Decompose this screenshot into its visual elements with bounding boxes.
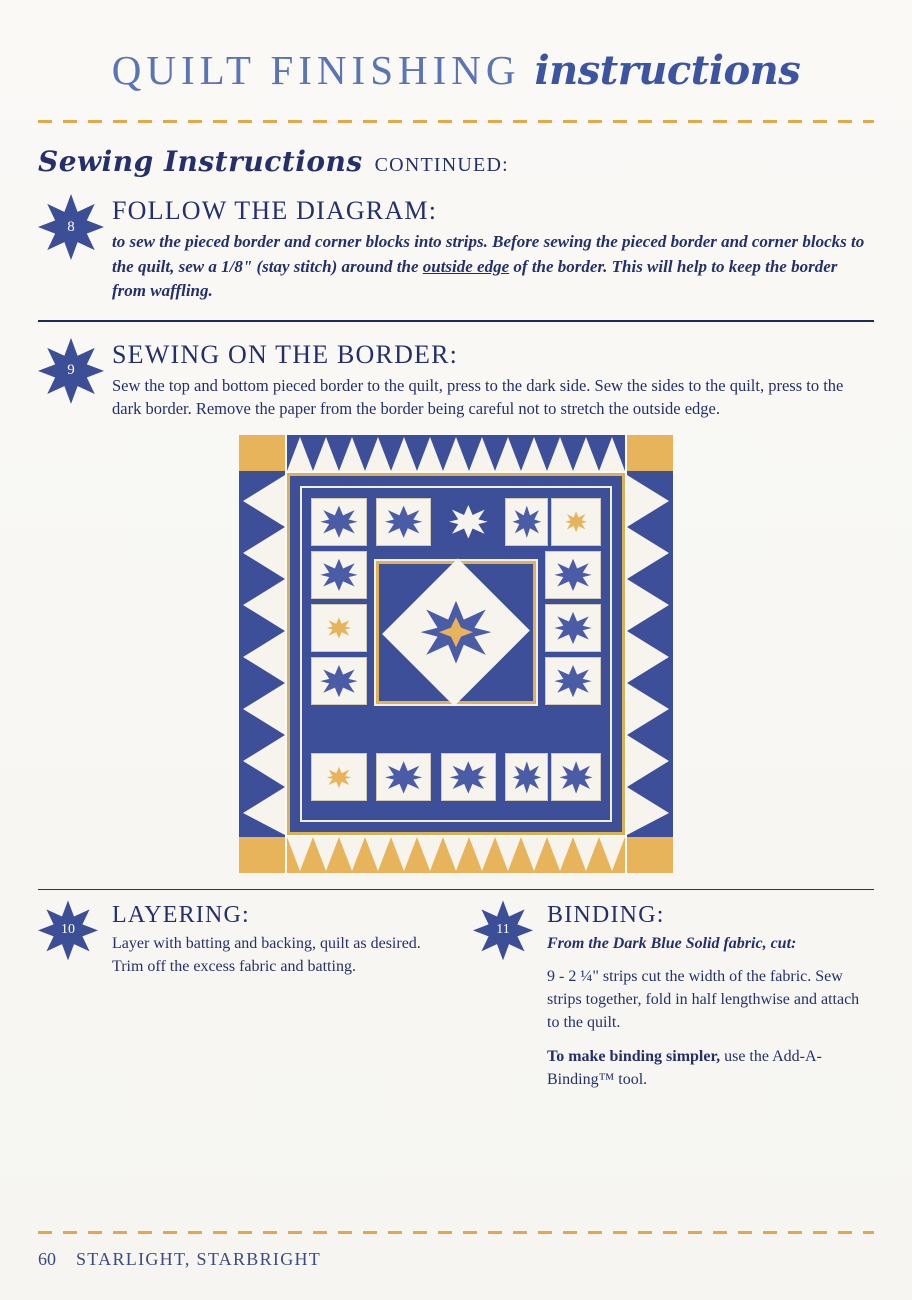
step-10-text: Layer with batting and backing, quilt as desired. Trim off the excess fabric and batting. bbox=[112, 935, 421, 976]
sawtooth-bottom bbox=[287, 837, 625, 873]
quilt-center-medallion bbox=[376, 561, 536, 704]
step-11-paragraph-2 bbox=[547, 1046, 874, 1091]
quilt-block bbox=[311, 753, 366, 801]
quilt-figure bbox=[38, 435, 874, 873]
quilt-block bbox=[505, 498, 548, 546]
step-9-text: Sew the top and bottom pieced border to the quilt, press to the dark side. Sew the sides to the quilt, press to the dark border. Remove the paper from the border being careful not to stretch the outside edge. bbox=[112, 375, 844, 419]
quilt-corner-block bbox=[627, 435, 673, 471]
step-8-text bbox=[112, 230, 874, 304]
quilt-border-left bbox=[239, 435, 285, 873]
quilt-block bbox=[551, 753, 600, 801]
quilt-block bbox=[376, 753, 431, 801]
divider-solid-2 bbox=[38, 889, 874, 891]
step-8 bbox=[38, 192, 874, 304]
quilt-block bbox=[311, 498, 366, 546]
page-title bbox=[38, 0, 874, 94]
quilt-block bbox=[545, 551, 600, 599]
star-badge-8 bbox=[38, 194, 112, 258]
sawtooth-top bbox=[287, 435, 625, 471]
section-subheading bbox=[38, 145, 874, 178]
star-badge-10 bbox=[38, 900, 112, 964]
step-8-text-underlined: outside edge bbox=[422, 256, 510, 276]
step-11-title: BINDING: bbox=[547, 902, 665, 929]
step-number-10: 10 bbox=[61, 922, 75, 938]
quilt-center-field bbox=[287, 473, 625, 835]
step-9 bbox=[38, 336, 874, 421]
footer-page-number: 60 bbox=[38, 1249, 56, 1269]
quilt-corner-block bbox=[239, 435, 285, 471]
quilt-block bbox=[551, 498, 600, 546]
step-8-text-after: of the border. This will help to keep the border from waffling. bbox=[112, 256, 838, 301]
step-11-paragraph-2-bold: To make binding simpler, bbox=[547, 1048, 721, 1066]
step-11-paragraph-1: 9 - 2 ¼" strips cut the width of the fabric. Sew strips together, fold in half lengthwise and attach to the quilt. bbox=[547, 968, 860, 1031]
page-title-main: QUILT FINISHING bbox=[111, 47, 521, 93]
step-number-8: 8 bbox=[67, 218, 75, 235]
footer-book-title: STARLIGHT, STARBRIGHT bbox=[76, 1249, 322, 1269]
step-11 bbox=[473, 898, 874, 1091]
quilt-block bbox=[545, 604, 600, 652]
quilt-block bbox=[376, 498, 431, 546]
quilt-block bbox=[505, 753, 548, 801]
step-9-title: SEWING ON THE BORDER: bbox=[112, 339, 459, 369]
quilt-block bbox=[545, 657, 600, 705]
step-number-11: 11 bbox=[496, 922, 510, 938]
quilt-corner-block bbox=[627, 837, 673, 873]
divider-dashed-bottom bbox=[38, 1231, 874, 1234]
step-11-paragraph-2-rest: use the Add-A-Binding™ tool. bbox=[547, 1048, 822, 1088]
star-badge-9 bbox=[38, 338, 112, 402]
step-11-accent: From the Dark Blue Solid fabric, cut: bbox=[547, 935, 797, 953]
subheading-continued: CONTINUED: bbox=[374, 154, 509, 176]
quilt-layout-diagram bbox=[239, 435, 673, 873]
subheading-script: Sewing Instructions bbox=[38, 145, 363, 178]
quilt-block bbox=[441, 753, 496, 801]
quilt-border-right bbox=[627, 435, 673, 873]
quilt-block bbox=[311, 551, 366, 599]
step-10 bbox=[38, 898, 439, 1091]
step-8-title: FOLLOW THE DIAGRAM: bbox=[112, 196, 438, 225]
quilt-block bbox=[441, 498, 496, 546]
step-number-9: 9 bbox=[67, 362, 75, 379]
page-title-script: instructions bbox=[534, 47, 801, 94]
step-10-title: LAYERING: bbox=[112, 902, 250, 929]
quilt-inner-frame bbox=[300, 486, 612, 822]
step-8-text-before: to sew the pieced border and corner blocks into strips. Before sewing the pieced border and corner blocks to the quilt, sew a 1/8" (stay stitch) around the bbox=[112, 232, 865, 276]
bottom-columns bbox=[38, 898, 874, 1091]
quilt-block bbox=[311, 657, 366, 705]
quilt-border-top bbox=[287, 435, 625, 471]
page-footer bbox=[38, 1249, 321, 1270]
quilt-border-bottom bbox=[287, 837, 625, 873]
divider-dashed-top bbox=[38, 120, 874, 123]
quilt-corner-block bbox=[239, 837, 285, 873]
divider-solid-1 bbox=[38, 320, 874, 322]
star-badge-11 bbox=[473, 900, 547, 964]
quilt-block bbox=[311, 604, 366, 652]
